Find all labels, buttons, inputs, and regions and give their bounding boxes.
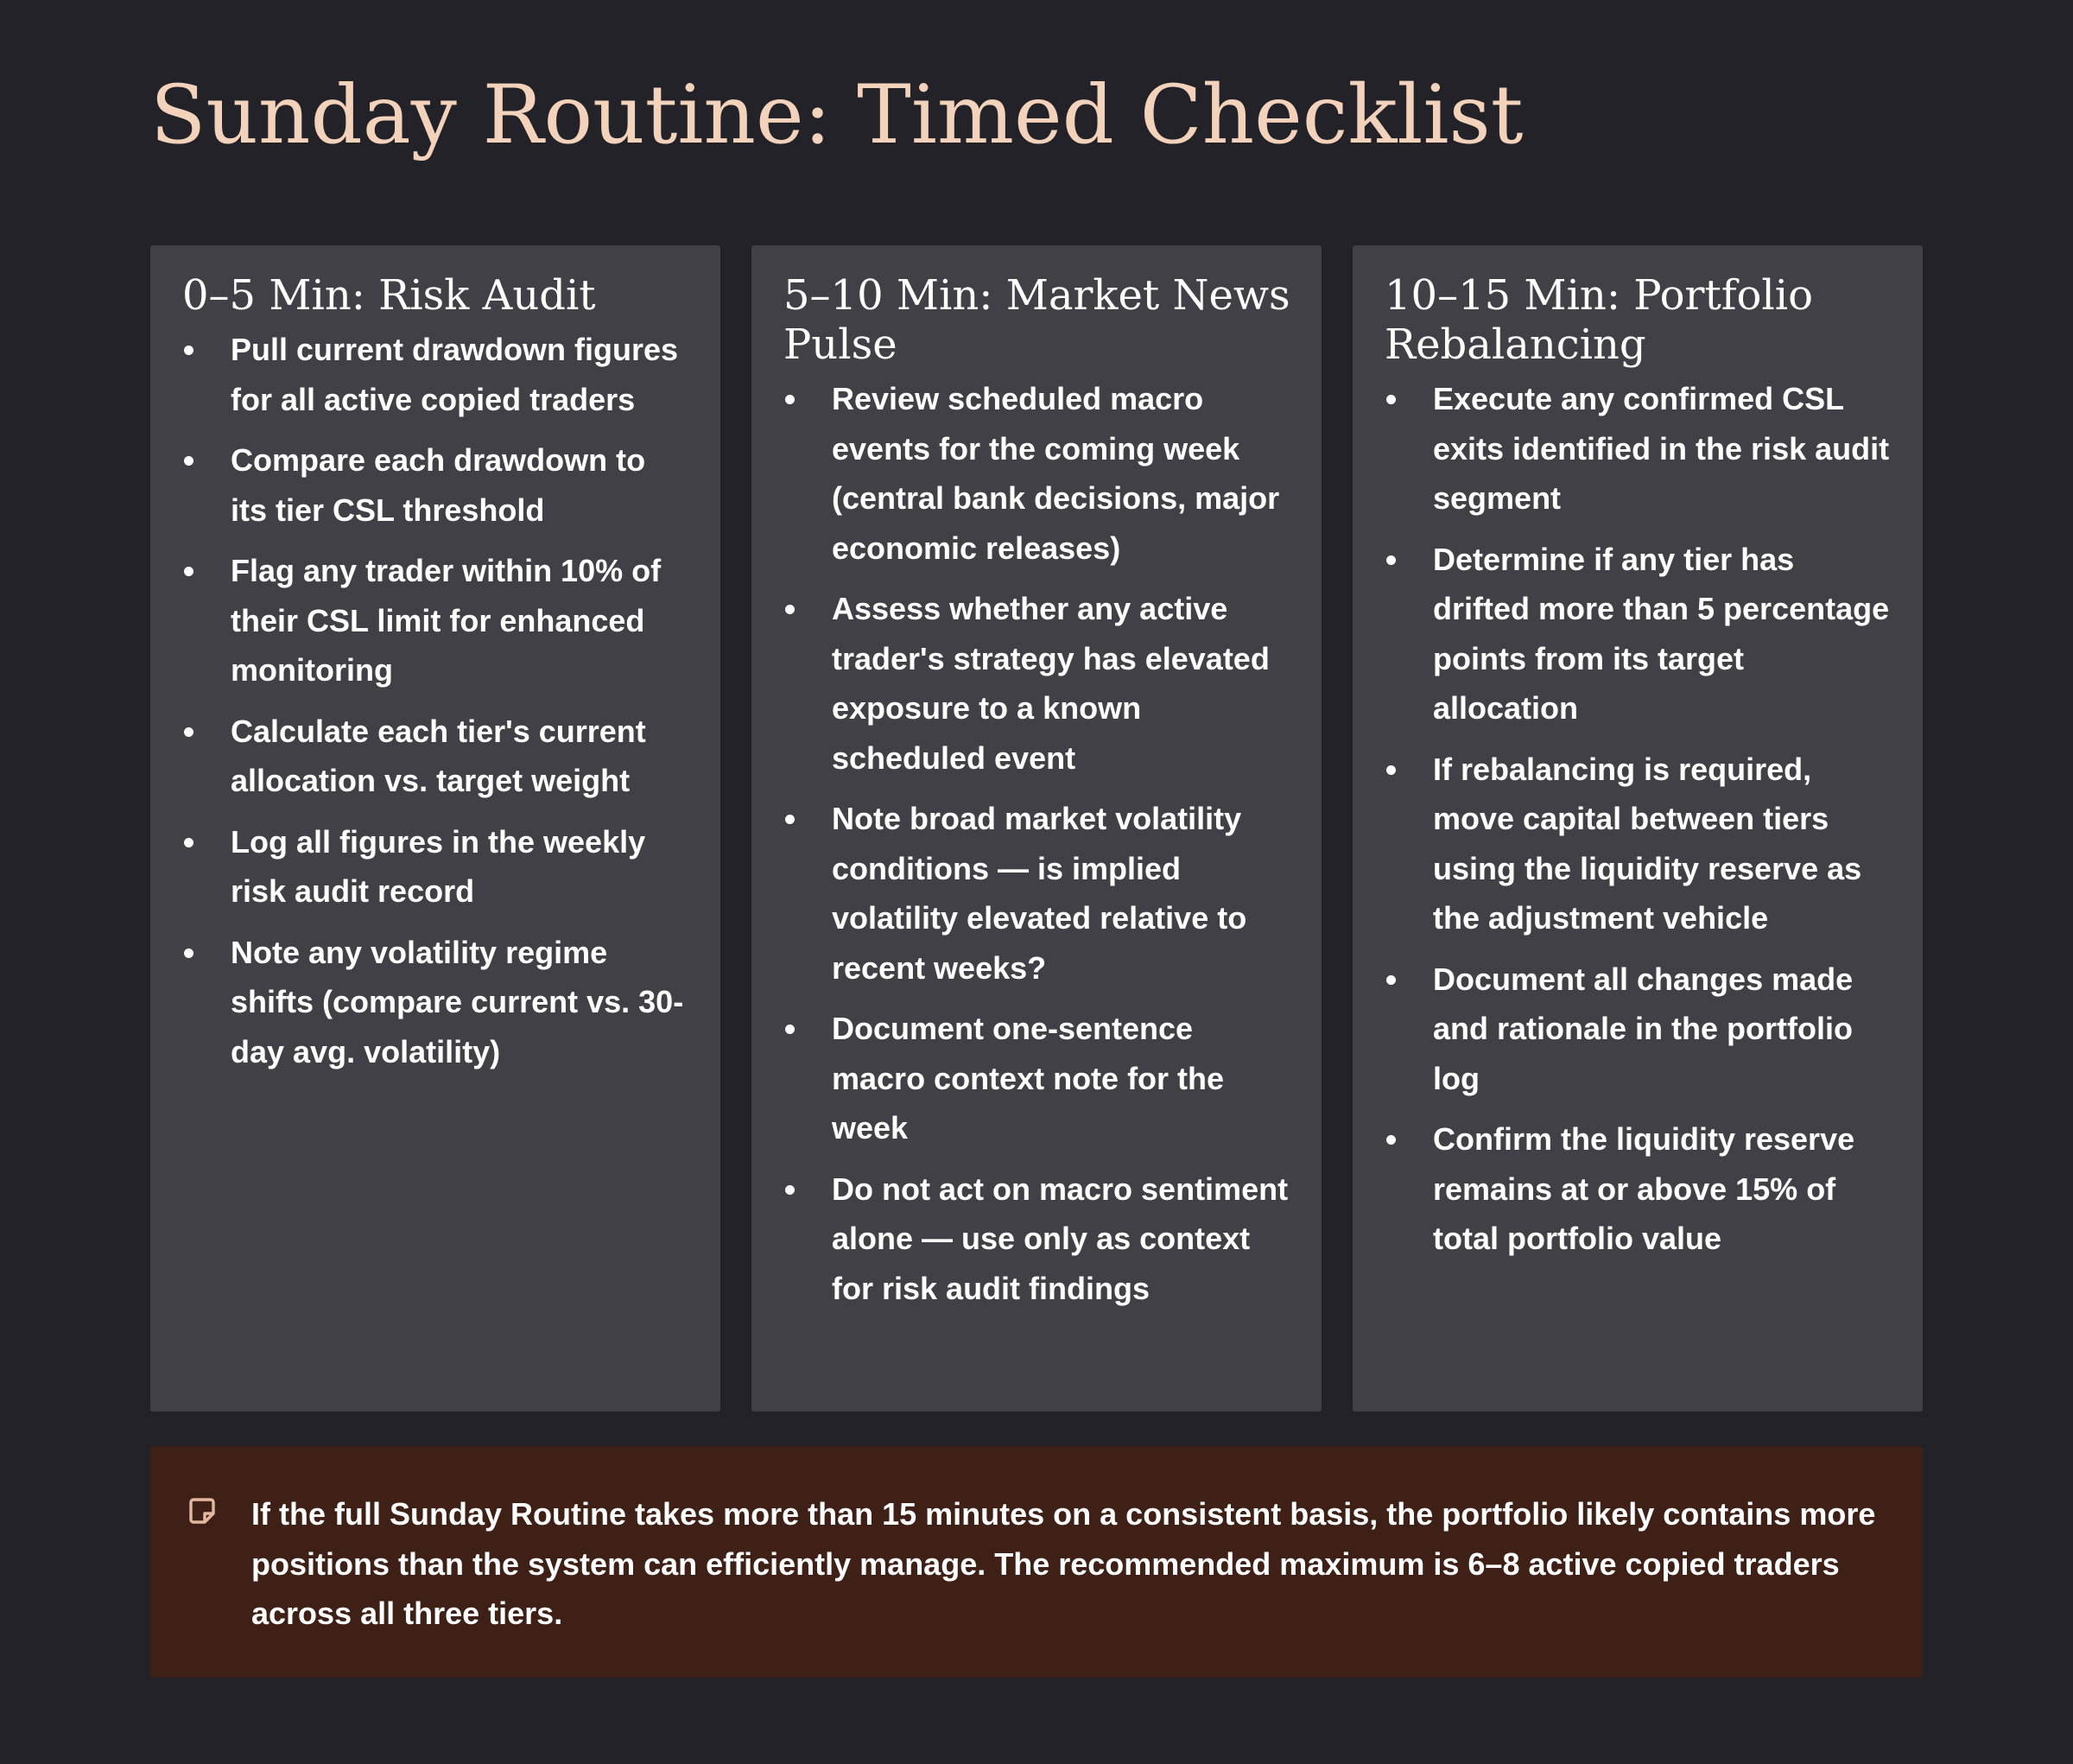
checklist-item (1385, 745, 1892, 943)
checklist-item-text: Note any volatility regime shifts (compare current vs. 30-day avg. volatility) (231, 934, 684, 1069)
bullet-icon (184, 949, 193, 958)
bullet-icon (785, 1185, 795, 1195)
checklist-item (783, 584, 1290, 783)
note-callout (150, 1446, 1923, 1678)
bullet-icon (184, 727, 193, 737)
page-title: Sunday Routine: Timed Checklist (150, 68, 1524, 162)
checklist-item-text: Document one-sentence macro context note for the week (832, 1011, 1225, 1145)
checklist-item (182, 928, 689, 1077)
checklist-item-text: Calculate each tier's current allocation vs. target weight (231, 713, 646, 798)
column-risk-audit (150, 245, 720, 1412)
column-title: 10–15 Min: Portfolio Rebalancing (1385, 271, 1814, 369)
checklist-item-text: If rebalancing is required, move capital between tiers using the liquidity reserve as the adjustment vehicle (1433, 751, 1862, 936)
column-title: 5–10 Min: Market News Pulse (783, 271, 1290, 369)
bullet-icon (184, 456, 193, 466)
checklist-item (1385, 535, 1892, 733)
bullet-icon (785, 395, 795, 404)
checklist-item (783, 1004, 1290, 1153)
checklist-item (1385, 955, 1892, 1104)
checklist (783, 374, 1290, 1313)
checklist-item-text: Pull current drawdown figures for all active copied traders (231, 332, 679, 417)
checklist-item-text: Assess whether any active trader's strategy has elevated exposure to a known scheduled event (832, 591, 1270, 776)
checklist-item-text: Flag any trader within 10% of their CSL limit for enhanced monitoring (231, 553, 662, 688)
bullet-icon (1386, 1135, 1396, 1145)
column-market-news-pulse (751, 245, 1322, 1412)
bullet-icon (1386, 975, 1396, 985)
column-portfolio-rebalancing (1353, 245, 1923, 1412)
checklist-item (182, 325, 689, 424)
note-text: If the full Sunday Routine takes more than 15 minutes on a consistent basis, the portfolio likely contains more positions than the system can efficiently manage. The recommended maximum is 6–8 active copied traders across all three tiers. (251, 1496, 1876, 1631)
bullet-icon (785, 605, 795, 614)
bullet-icon (184, 838, 193, 847)
checklist-item-text: Confirm the liquidity reserve remains at or above 15% of total portfolio value (1433, 1121, 1855, 1256)
bullet-icon (1386, 555, 1396, 565)
bullet-icon (1386, 765, 1396, 775)
checklist-item (182, 707, 689, 806)
checklist-item (783, 1164, 1290, 1314)
column-title: 0–5 Min: Risk Audit (182, 271, 596, 320)
checklist-item (182, 817, 689, 917)
checklist-item-text: Log all figures in the weekly risk audit record (231, 823, 646, 909)
checklist (182, 325, 689, 1076)
checklist-item-text: Determine if any tier has drifted more than 5 percentage points from its target allocation (1433, 541, 1890, 726)
checklist-item (182, 435, 689, 535)
checklist (1385, 374, 1892, 1264)
checklist-item-text: Do not act on macro sentiment alone — use only as context for risk audit findings (832, 1171, 1289, 1306)
bullet-icon (184, 567, 193, 576)
checklist-item (182, 546, 689, 695)
checklist-item (783, 374, 1290, 573)
checklist-item-text: Note broad market volatility conditions — is implied volatility elevated relative to recent weeks? (832, 801, 1247, 986)
checklist-item-text: Compare each drawdown to its tier CSL threshold (231, 442, 646, 528)
checklist-item-text: Review scheduled macro events for the coming week (central bank decisions, major economic releases) (832, 381, 1280, 566)
bullet-icon (785, 815, 795, 824)
checklist-item (1385, 1114, 1892, 1264)
bullet-icon (184, 346, 193, 355)
checklist-item (783, 794, 1290, 993)
checklist-item-text: Execute any confirmed CSL exits identified in the risk audit segment (1433, 381, 1890, 516)
checklist-item (1385, 374, 1892, 523)
bullet-icon (1386, 395, 1396, 404)
note-icon (187, 1495, 218, 1526)
bullet-icon (785, 1025, 795, 1034)
checklist-item-text: Document all changes made and rationale in the portfolio log (1433, 961, 1854, 1096)
